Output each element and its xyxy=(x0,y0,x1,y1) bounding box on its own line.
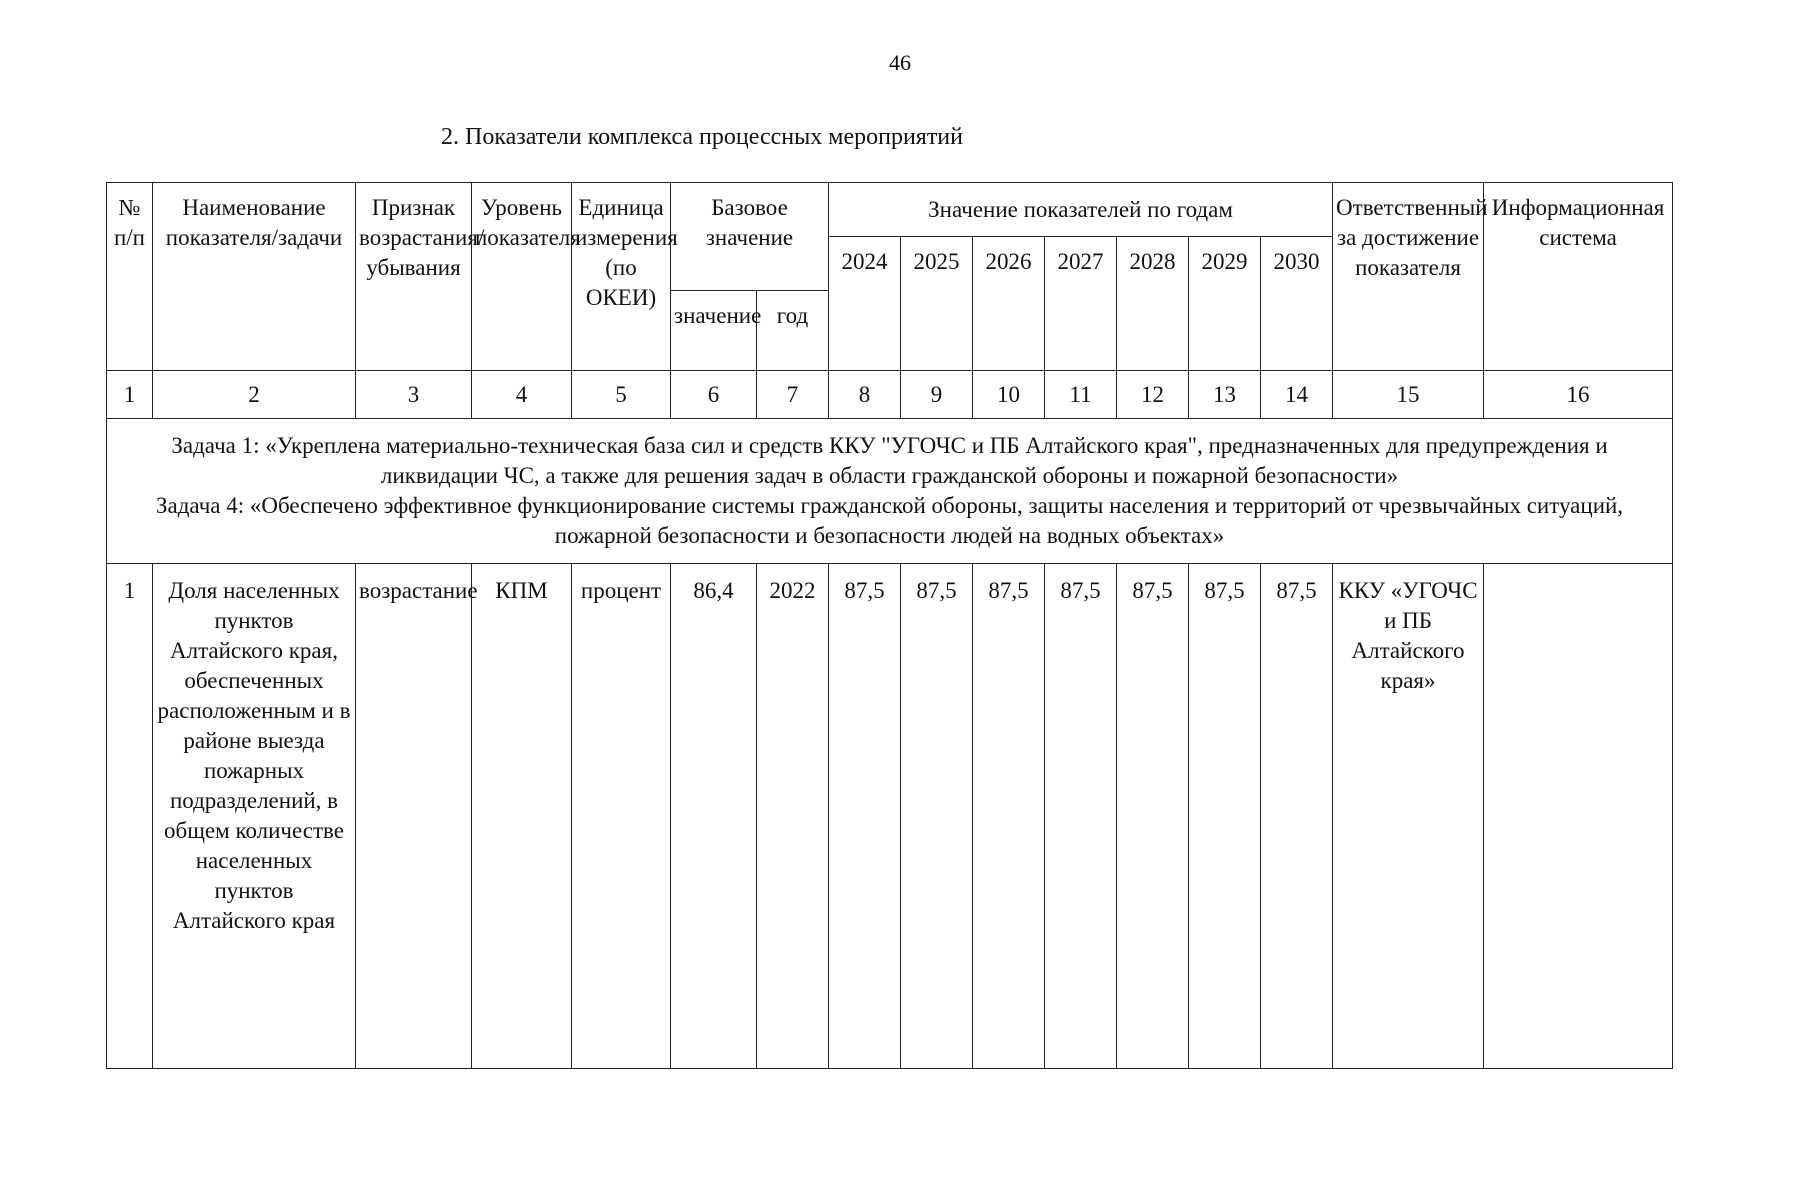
column-numbers-row xyxy=(107,371,1673,419)
row-year-value: 87,5 xyxy=(1189,564,1261,1069)
header-values-by-year: Значение показателей по годам xyxy=(829,183,1333,237)
header-year: 2030 xyxy=(1261,237,1333,371)
header-base-year: год xyxy=(757,291,829,371)
row-base-value: 86,4 xyxy=(671,564,757,1069)
header-row xyxy=(107,183,1673,237)
row-sign: возрастание xyxy=(356,564,472,1069)
column-number: 1 xyxy=(107,371,153,419)
column-number: 4 xyxy=(472,371,572,419)
column-number: 16 xyxy=(1484,371,1673,419)
header-unit: Единица измерения (по ОКЕИ) xyxy=(572,183,671,371)
indicators-table xyxy=(106,182,1673,1069)
row-level: КПМ xyxy=(472,564,572,1069)
header-year: 2026 xyxy=(973,237,1045,371)
tasks-row xyxy=(107,419,1673,564)
header-base-value: значение xyxy=(671,291,757,371)
header-num: № п/п xyxy=(107,183,153,371)
row-num: 1 xyxy=(107,564,153,1069)
column-number: 11 xyxy=(1045,371,1117,419)
row-unit: процент xyxy=(572,564,671,1069)
header-year: 2028 xyxy=(1117,237,1189,371)
row-year-value: 87,5 xyxy=(1261,564,1333,1069)
column-number: 8 xyxy=(829,371,901,419)
page-number: 46 xyxy=(889,50,911,75)
column-number: 6 xyxy=(671,371,757,419)
header-responsible: Ответственный за достижение показателя xyxy=(1333,183,1484,371)
column-number: 12 xyxy=(1117,371,1189,419)
column-number: 3 xyxy=(356,371,472,419)
header-year: 2027 xyxy=(1045,237,1117,371)
row-year-value: 87,5 xyxy=(1045,564,1117,1069)
table-row xyxy=(107,564,1673,1069)
header-year: 2024 xyxy=(829,237,901,371)
task-text: Задача 1: «Укреплена материально-техническая база сил и средств ККУ "УГОЧС и ПБ Алтайского края", предназначенных для предупреждения и ликвидации ЧС, а также для решения задач в области гражданской обороны и пожарной безопасности» xyxy=(171,433,1608,488)
task-text: Задача 4: «Обеспечено эффективное функционирование системы гражданской обороны, защиты населения и территорий от чрезвычайных ситуаций, пожарной безопасности и безопасности людей на водных объектах» xyxy=(155,493,1624,548)
column-number: 10 xyxy=(973,371,1045,419)
header-name: Наименование показателя/задачи xyxy=(153,183,356,371)
header-base: Базовое значение xyxy=(671,183,829,291)
row-year-value: 87,5 xyxy=(973,564,1045,1069)
column-number: 9 xyxy=(901,371,973,419)
row-responsible: ККУ «УГОЧС и ПБ Алтайского края» xyxy=(1333,564,1484,1069)
row-year-value: 87,5 xyxy=(829,564,901,1069)
header-level: Уровень показателя xyxy=(472,183,572,371)
header-sign: Признак возрастания/ убывания xyxy=(356,183,472,371)
column-number: 7 xyxy=(757,371,829,419)
row-year-value: 87,5 xyxy=(901,564,973,1069)
column-number: 13 xyxy=(1189,371,1261,419)
column-number: 15 xyxy=(1333,371,1484,419)
header-year: 2025 xyxy=(901,237,973,371)
row-name: Доля населенных пунктов Алтайского края, обеспеченных расположенным и в районе выезда пожарных подразделений, в общем количестве населенных пунктов Алтайского края xyxy=(153,564,356,1069)
column-number: 14 xyxy=(1261,371,1333,419)
column-number: 2 xyxy=(153,371,356,419)
header-year: 2029 xyxy=(1189,237,1261,371)
row-year-value: 87,5 xyxy=(1117,564,1189,1069)
column-number: 5 xyxy=(572,371,671,419)
header-info-system: Информационная система xyxy=(1484,183,1673,371)
row-info-system xyxy=(1484,564,1673,1069)
document-title: 2. Показатели комплекса процессных мероприятий xyxy=(440,124,963,150)
row-base-year: 2022 xyxy=(757,564,829,1069)
tasks-cell xyxy=(107,419,1673,564)
